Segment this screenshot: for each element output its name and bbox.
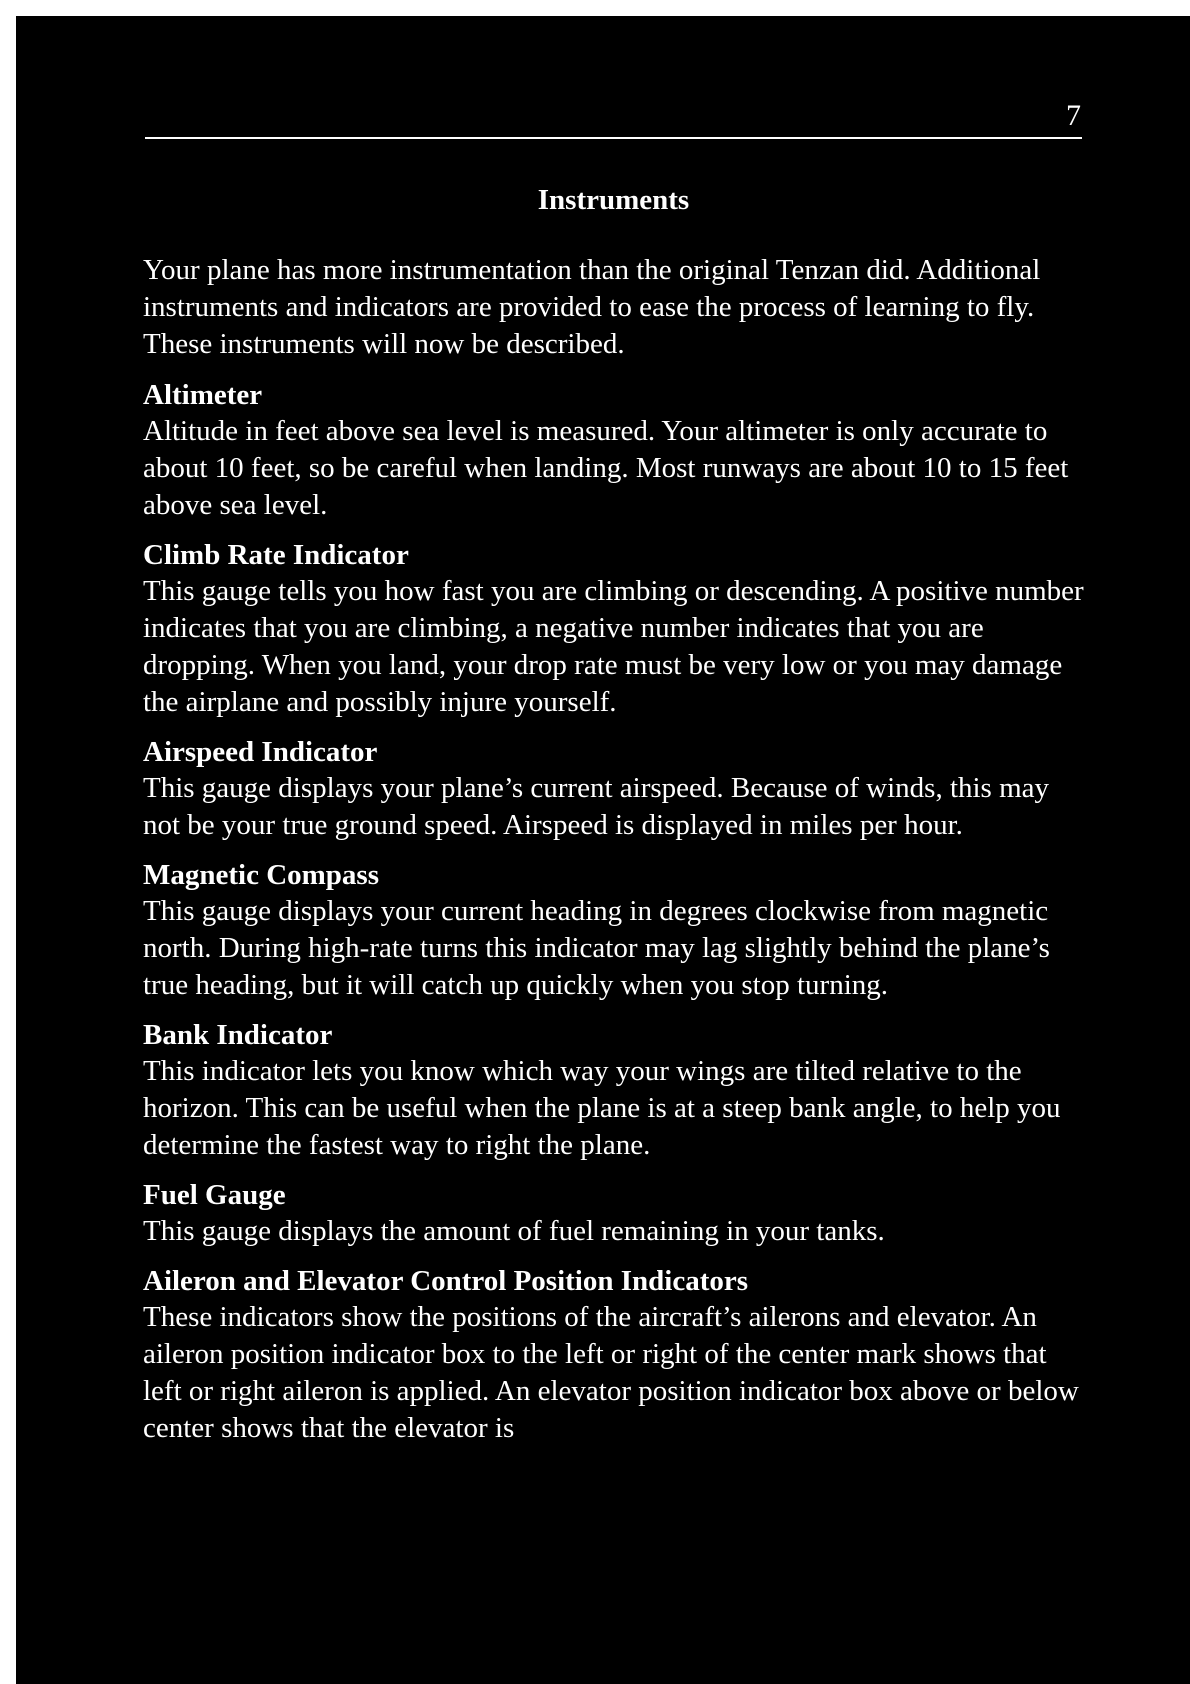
section-heading: Aileron and Elevator Control Position Indicators bbox=[143, 1265, 749, 1297]
section-heading: Bank Indicator bbox=[143, 1019, 333, 1051]
section-magnetic-compass bbox=[143, 857, 1088, 1004]
section-bank-indicator bbox=[143, 1017, 1088, 1164]
section-body: This gauge tells you how fast you are climbing or descending. A positive number indicates that you are climbing, a negative number indicates that you are dropping. When you land, your drop rate must be very low or you may damage the airplane and possibly injure yourself. bbox=[143, 575, 1084, 718]
section-heading: Fuel Gauge bbox=[143, 1179, 286, 1211]
section-heading: Altimeter bbox=[143, 379, 263, 411]
page-number: 7 bbox=[1066, 99, 1081, 132]
header-rule bbox=[145, 137, 1082, 139]
section-body: This indicator lets you know which way your wings are tilted relative to the horizon. This can be useful when the plane is at a steep bank angle, to help you determine the fastest way to right the plane. bbox=[143, 1055, 1061, 1161]
section-heading: Climb Rate Indicator bbox=[143, 539, 409, 571]
section-control-position-indicators bbox=[143, 1263, 1088, 1447]
section-body: This gauge displays your current heading in degrees clockwise from magnetic north. During high-rate turns this indicator may lag slightly behind the plane’s true heading, but it will catch up quickly when you stop turning. bbox=[143, 895, 1050, 1001]
section-airspeed-indicator bbox=[143, 734, 1088, 844]
page-title: Instruments bbox=[537, 184, 690, 216]
section-heading: Magnetic Compass bbox=[143, 859, 380, 891]
section-body: These indicators show the positions of the aircraft’s ailerons and elevator. An aileron position indicator box to the left or right of the center mark shows that left or right aileron is applied. An elevator position indicator box above or below center shows that the elevator is bbox=[143, 1301, 1079, 1444]
section-heading: Airspeed Indicator bbox=[143, 736, 378, 768]
section-altimeter bbox=[143, 377, 1088, 524]
section-body: Altitude in feet above sea level is measured. Your altimeter is only accurate to about 10 feet, so be careful when landing. Most runways are about 10 to 15 feet above sea level. bbox=[143, 415, 1069, 521]
intro-paragraph: Your plane has more instrumentation than the original Tenzan did. Additional instruments and indicators are provided to ease the process of learning to fly. These instruments will now be described. bbox=[143, 254, 1041, 360]
section-fuel-gauge bbox=[143, 1177, 1088, 1250]
section-body: This gauge displays your plane’s current airspeed. Because of winds, this may not be your true ground speed. Airspeed is displayed in miles per hour. bbox=[143, 772, 1050, 841]
document-page bbox=[16, 16, 1190, 1684]
page-content bbox=[143, 252, 1088, 1460]
section-climb-rate-indicator bbox=[143, 537, 1088, 721]
section-body: This gauge displays the amount of fuel remaining in your tanks. bbox=[143, 1215, 885, 1247]
